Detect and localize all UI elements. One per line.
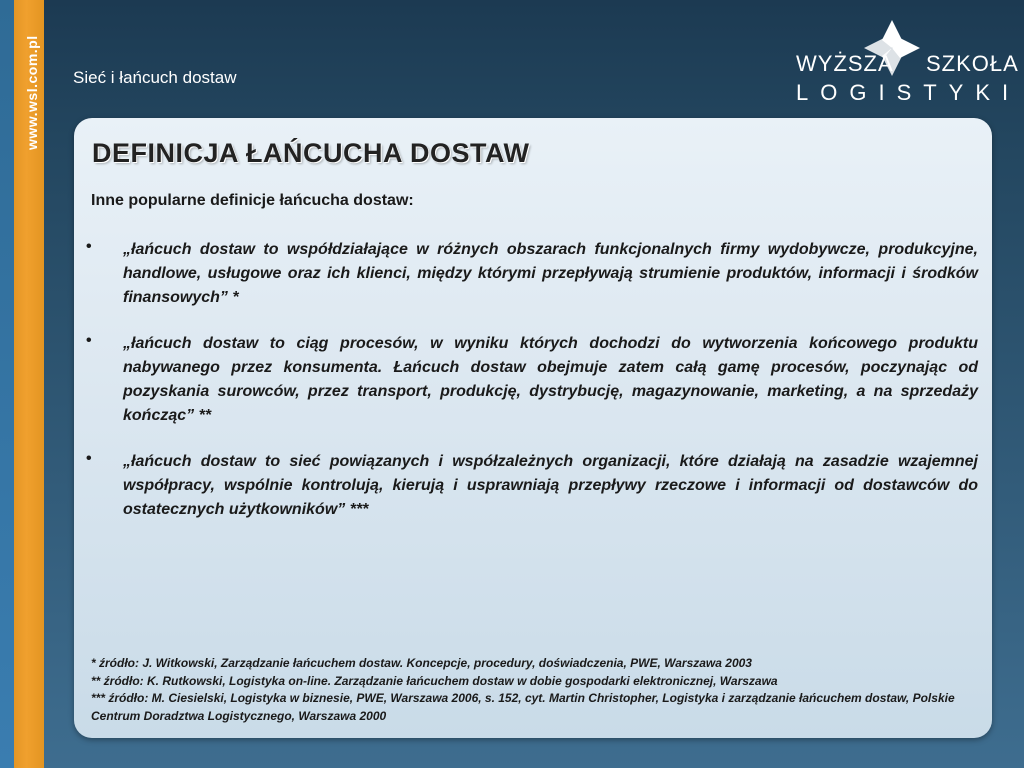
list-item xyxy=(86,332,978,428)
slide-heading: DEFINICJA ŁAŃCUCHA DOSTAW xyxy=(92,138,530,168)
slide-intro: Inne popularne definicje łańcucha dostaw: xyxy=(91,192,414,209)
definition-text: „łańcuch dostaw to współdziałające w różnych obszarach funkcjonalnych firmy wydobywcze, produkcyjne, handlowe, usługowe oraz ich klienci, między którymi przepływają strumienie produktów, informacji i środków finansowych” * xyxy=(123,241,978,306)
topic-title: Sieć i łańcuch dostaw xyxy=(73,68,237,87)
definition-text: „łańcuch dostaw to sieć powiązanych i współzależnych organizacji, które działają na zasadzie wzajemnej współpracy, wspólnie kontrolują, kierują i usprawniają przepływy rzeczowe i informacji od dostawców do ostatecznych użytkowników” *** xyxy=(123,453,978,518)
footnote: *** źródło: M. Ciesielski, Logistyka w biznesie, PWE, Warszawa 2006, s. 152, cyt. Martin Christopher, Logistyka i zarządzanie łańcuchem dostaw, Polskie Centrum Doradztwa Logistycznego, Warszawa 2000 xyxy=(91,691,955,723)
bullet-icon: • xyxy=(86,238,92,255)
footnote: ** źródło: K. Rutkowski, Logistyka on-line. Zarządzanie łańcuchem dostaw w dobie gospodarki elektronicznej, Warszawa xyxy=(91,673,778,688)
definition-text: „łańcuch dostaw to ciąg procesów, w wyniku których dochodzi do wytworzenia końcowego produktu nabywanego przez konsumenta. Łańcuch dostaw obejmuje zatem całą gamę procesów, poczynając od pozyskania surowców, przez transport, produkcję, dystrybucję, magazynowanie, marketing, a na sprzedaży kończąc” ** xyxy=(123,335,978,424)
logo-line2: LOGISTYKI xyxy=(796,80,1021,105)
website-url: www.wsl.com.pl xyxy=(24,35,40,150)
list-item xyxy=(86,450,978,522)
list-item xyxy=(86,238,978,310)
side-strip-blue xyxy=(0,0,14,768)
bullet-icon: • xyxy=(86,332,92,349)
footnotes xyxy=(91,655,981,725)
logo-line1 xyxy=(796,51,1019,77)
definition-list xyxy=(86,238,978,544)
logo-word-szkola: SZKOŁA xyxy=(926,51,1019,76)
footnote: * źródło: J. Witkowski, Zarządzanie łańcuchem dostaw. Koncepcje, procedury, doświadczenia, PWE, Warszawa 2003 xyxy=(91,656,752,670)
bullet-icon: • xyxy=(86,450,92,467)
logo-word-wyzsza: WYŻSZA xyxy=(796,51,894,76)
content-panel xyxy=(74,118,992,738)
school-logo xyxy=(790,18,1021,105)
